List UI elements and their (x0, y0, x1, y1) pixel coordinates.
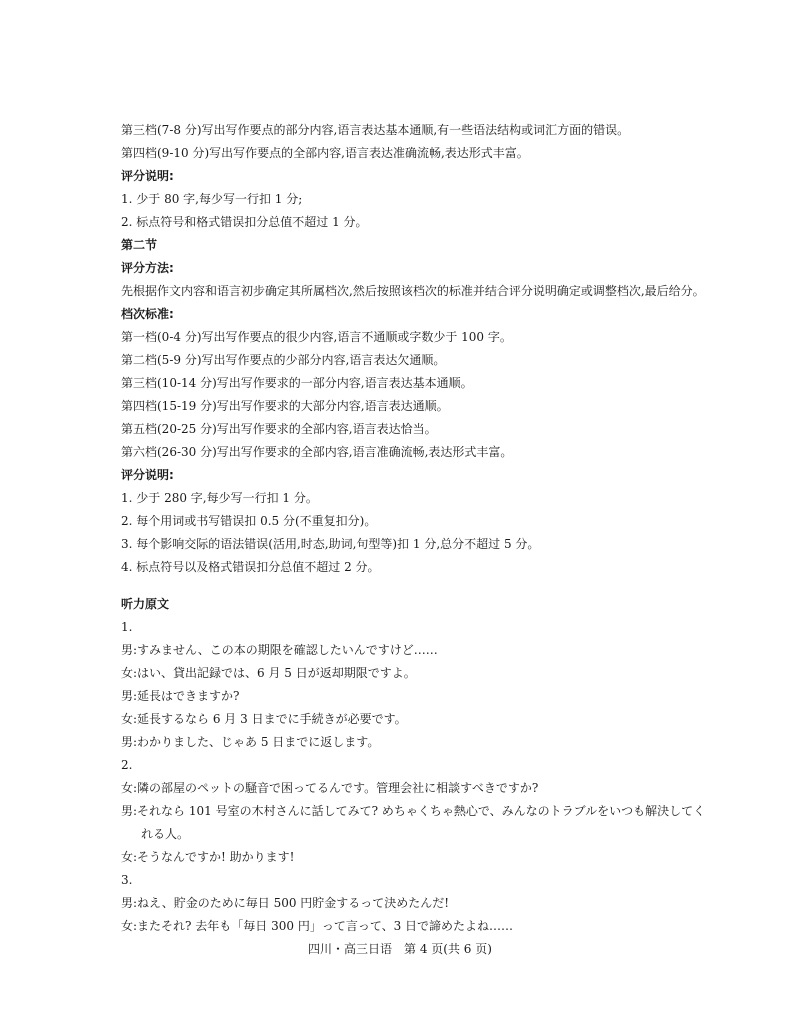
question-number: 2. (121, 758, 133, 772)
question-number: 3. (121, 873, 133, 887)
dialogue-line-continuation: れる人。 (141, 827, 190, 841)
page-footer: 四川・高三日语 第 4 页(共 6 页) (308, 942, 492, 956)
dialogue-line: 女:そうなんですか! 助かります! (121, 850, 295, 864)
scoring-method-heading: 评分方法: (121, 261, 174, 275)
dialogue-line: 男:すみません、この本の期限を確認したいんですけど…… (121, 643, 438, 657)
dialogue-line: 女:またそれ? 去年も「毎日 300 円」って言って、3 日で諦めたよね…… (121, 919, 514, 933)
dialogue-line: 男:延長はできますか? (121, 689, 240, 703)
dialogue-line: 女:隣の部屋のペットの騒音で困ってるんです。管理会社に相談すべきですか? (121, 781, 539, 795)
dialogue-line: 男:ねえ、貯金のために毎日 500 円貯金するって決めたんだ! (121, 896, 450, 910)
dialogue-line: 女:はい、貸出記録では、6 月 5 日が返却期限ですよ。 (121, 666, 416, 680)
scoring-note: 1. 少于 280 字,每少写一行扣 1 分。 (121, 491, 318, 505)
level-criteria: 第二档(5-9 分)写出写作要点的少部分内容,语言表达欠通顺。 (121, 353, 446, 367)
level-4-criteria: 第四档(9-10 分)写出写作要点的全部内容,语言表达准确流畅,表达形式丰富。 (121, 146, 529, 160)
scoring-note: 3. 每个影响交际的语法错误(活用,时态,助词,句型等)扣 1 分,总分不超过 5 分。 (121, 537, 540, 551)
level-criteria: 第三档(10-14 分)写出写作要求的一部分内容,语言表达基本通顺。 (121, 376, 473, 390)
dialogue-line: 女:延長するなら 6 月 3 日までに手続きが必要です。 (121, 712, 407, 726)
scoring-notes-heading: 评分说明: (121, 468, 174, 482)
listening-script-heading: 听力原文 (121, 597, 170, 611)
section-2-title: 第二节 (121, 238, 158, 252)
level-criteria: 第四档(15-19 分)写出写作要求的大部分内容,语言表达通顺。 (121, 399, 449, 413)
dialogue-line: 男:それなら 101 号室の木村さんに話してみて? めちゃくちゃ熱心で、みんなのトラブルをいつも解決してく (121, 804, 706, 818)
scoring-note: 2. 标点符号和格式错误扣分总值不超过 1 分。 (121, 215, 368, 229)
scoring-note: 1. 少于 80 字,每少写一行扣 1 分; (121, 192, 303, 206)
question-number: 1. (121, 620, 133, 634)
scoring-note: 2. 每个用词或书写错误扣 0.5 分(不重复扣分)。 (121, 514, 377, 528)
scoring-note: 4. 标点符号以及格式错误扣分总值不超过 2 分。 (121, 560, 380, 574)
scoring-method-text: 先根据作文内容和语言初步确定其所属档次,然后按照该档次的标准并结合评分说明确定或调整档次,最后给分。 (121, 284, 705, 298)
scoring-notes-heading: 评分说明: (121, 169, 174, 183)
level-criteria: 第六档(26-30 分)写出写作要求的全部内容,语言准确流畅,表达形式丰富。 (121, 445, 513, 459)
level-3-criteria: 第三档(7-8 分)写出写作要点的部分内容,语言表达基本通顺,有一些语法结构或词汇方面的错误。 (121, 123, 630, 137)
level-criteria: 第一档(0-4 分)写出写作要点的很少内容,语言不通顺或字数少于 100 字。 (121, 330, 512, 344)
dialogue-line: 男:わかりました、じゃあ 5 日までに返します。 (121, 735, 380, 749)
level-standards-heading: 档次标准: (121, 307, 174, 321)
level-criteria: 第五档(20-25 分)写出写作要求的全部内容,语言表达恰当。 (121, 422, 437, 436)
